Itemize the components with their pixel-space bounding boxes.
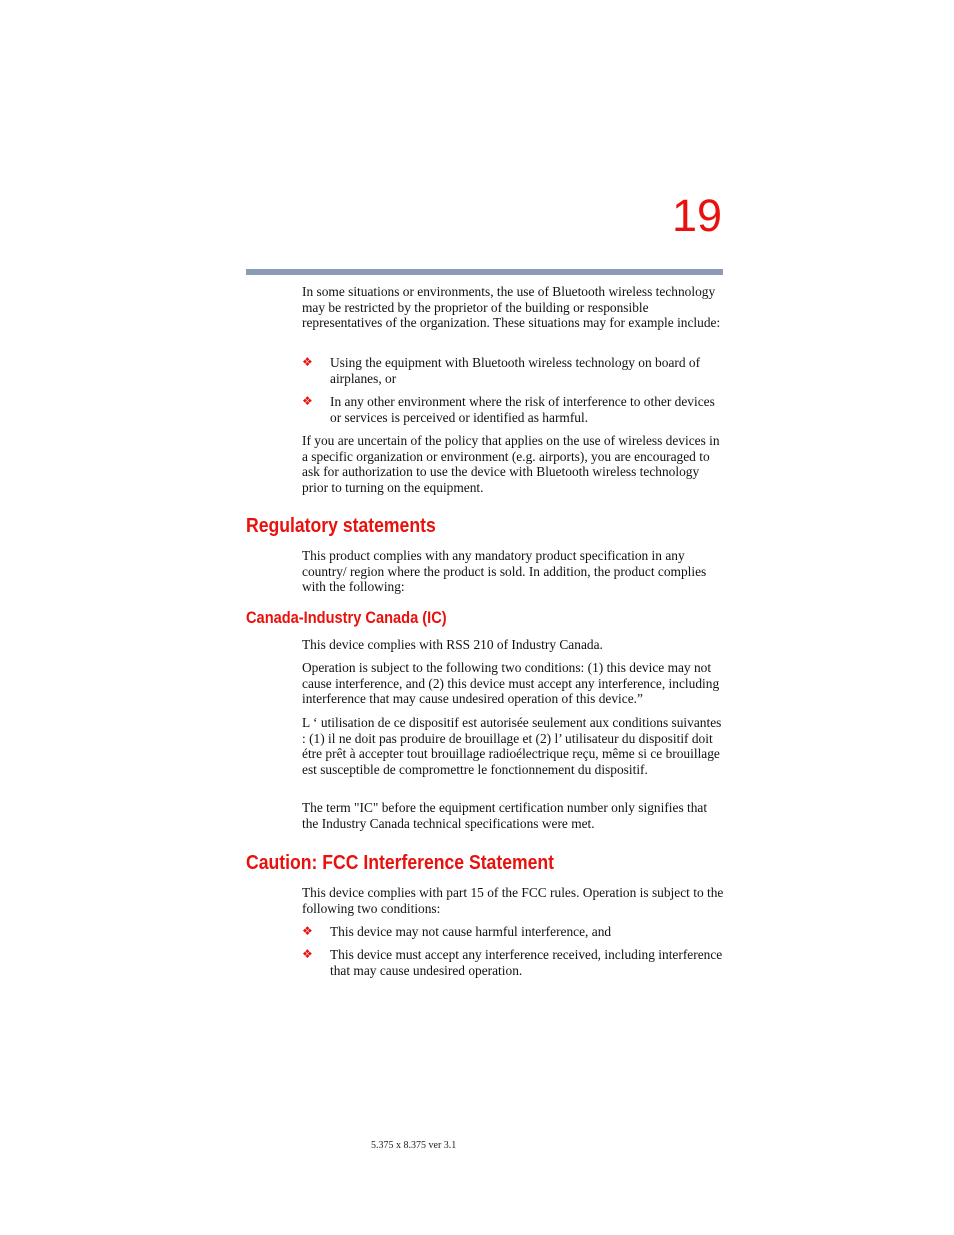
page-number: 19 <box>671 190 722 241</box>
list-item-text: This device may not cause harmful interference, and <box>330 924 612 939</box>
diamond-bullet-icon: ❖ <box>302 947 313 961</box>
diamond-bullet-icon: ❖ <box>302 924 313 938</box>
list-item-text: In any other environment where the risk of interference to other devices or services is perceived or identified as harmful. <box>330 394 715 425</box>
canada-heading: Canada-Industry Canada (IC) <box>246 608 447 627</box>
list-item-text: This device must accept any interference received, including interference that may cause undesired operation. <box>330 947 723 978</box>
regulatory-heading: Regulatory statements <box>246 515 436 537</box>
header-rule <box>246 269 723 275</box>
canada-paragraph-2: Operation is subject to the following two conditions: (1) this device may not cause interference, and (2) this device must accept any interference, including interference that may cause undesired operation of this device.” <box>302 660 720 707</box>
canada-paragraph-1: This device complies with RSS 210 of Industry Canada. <box>302 637 603 652</box>
list-item <box>302 355 724 386</box>
regulatory-paragraph: This product complies with any mandatory product specification in any country/ region where the product is sold. In addition, the product complies with the following: <box>302 548 707 595</box>
fcc-paragraph: This device complies with part 15 of the FCC rules. Operation is subject to the following two conditions: <box>302 885 724 916</box>
list-item <box>302 924 724 940</box>
diamond-bullet-icon: ❖ <box>302 394 313 408</box>
fcc-heading: Caution: FCC Interference Statement <box>246 852 555 874</box>
intro-paragraph: In some situations or environments, the use of Bluetooth wireless technology may be restricted by the proprietor of the building or responsible representatives of the organization. These situations may for example include: <box>302 284 721 331</box>
list-item <box>302 947 724 978</box>
canada-paragraph-french: L ‘ utilisation de ce dispositif est autorisée seulement aux conditions suivantes : (1) il ne doit pas produire de brouillage et (2) l’ utilisateur du dispositif doit étre prêt à accepter tout brouillage radioélectrique reçu, même si ce brouillage est susceptible de compromettre le fonctionnement du dispositif. <box>302 715 722 778</box>
intro-closing-paragraph: If you are uncertain of the policy that applies on the use of wireless devices in a specific organization or environment (e.g. airports), you are encouraged to ask for authorization to use the device with Bluetooth wireless technology prior to turning on the equipment. <box>302 433 720 496</box>
page-footer: 5.375 x 8.375 ver 3.1 <box>371 1140 457 1151</box>
diamond-bullet-icon: ❖ <box>302 355 313 369</box>
list-item <box>302 394 724 425</box>
list-item-text: Using the equipment with Bluetooth wireless technology on board of airplanes, or <box>330 355 701 386</box>
canada-paragraph-ic-term: The term "IC" before the equipment certification number only signifies that the Industry Canada technical specifications were met. <box>302 800 708 831</box>
